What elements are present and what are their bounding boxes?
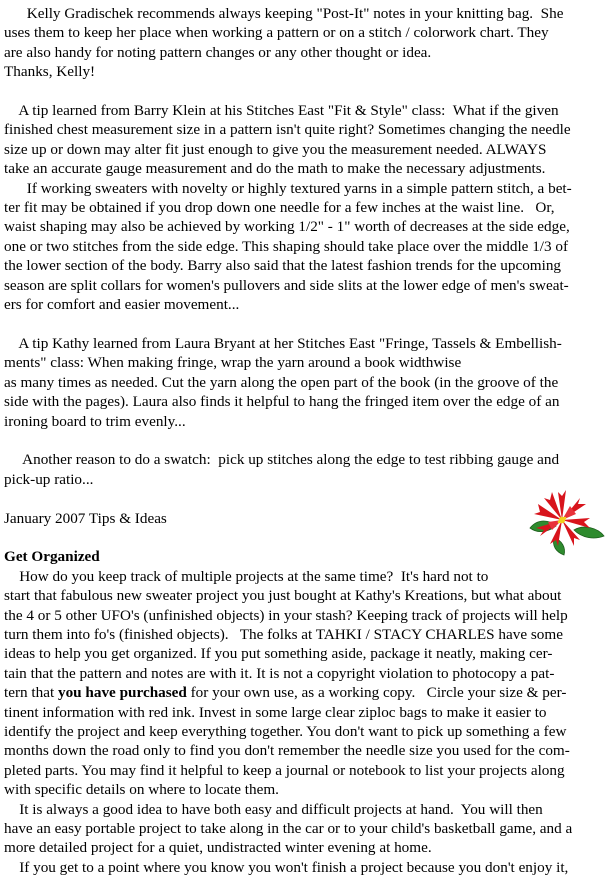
barry-tip-line: finished chest measurement size in a pattern isn't quite right? Sometimes changing the needle <box>4 121 571 139</box>
newsletter-page <box>4 4 606 877</box>
get-organized-line <box>4 683 606 702</box>
kelly-tip-line: uses them to keep her place when working a pattern or on a stitch / colorwork chart. They <box>4 24 549 42</box>
get-organized-line: months down the road only to find you don't remember the needle size you used for the com- <box>4 742 570 760</box>
barry-tip-line: waist shaping may also be achieved by working 1/2" - 1" worth of decreases at the side edge, <box>4 218 570 236</box>
barry-tip-line: A tip learned from Barry Klein at his Stitches East "Fit & Style" class: What if the given <box>4 102 559 120</box>
get-organized-section <box>4 547 606 877</box>
text-run: tern that <box>4 684 58 702</box>
kelly-tip-line: Kelly Gradischek recommends always keeping "Post-It" notes in your knitting bag. She <box>4 5 564 22</box>
barry-tip <box>4 101 606 314</box>
paragraph-gap <box>4 82 606 101</box>
get-organized-line: with specific details on where to locate them. <box>4 781 279 799</box>
barry-tip-line: one or two stitches from the side edge. This shaping should take place over the middle 1/3 of <box>4 237 569 255</box>
barry-tip-line: size up or down may alter fit just enough to give you the measurement needed. ALWAYS <box>4 140 547 158</box>
get-organized-line: pleted parts. You may find it helpful to keep a journal or notebook to list your projects along <box>4 761 565 779</box>
get-organized-line: tinent information with red ink. Invest in some large clear ziploc bags to make it easier to <box>4 703 547 721</box>
get-organized-line: turn them into fo's (finished objects). The folks at TAHKI / STACY CHARLES have some <box>4 625 563 643</box>
swatch-tip <box>4 450 606 489</box>
get-organized-line: It is always a good idea to have both easy and difficult projects at hand. You will then <box>4 800 543 818</box>
kathy-tip-line: as many times as needed. Cut the yarn along the open part of the book (in the groove of the <box>4 373 559 391</box>
paragraph-gap <box>4 431 606 450</box>
barry-tip-line: ter fit may be obtained if you drop down one needle for a few inches at the waist line. Or, <box>4 199 555 217</box>
poinsettia-petals <box>534 490 590 546</box>
get-organized-line: start that fabulous new sweater project you just bought at Kathy's Kreations, but what about <box>4 587 562 605</box>
kathy-tip-line: A tip Kathy learned from Laura Bryant at her Stitches East "Fringe, Tassels & Embellish- <box>4 334 562 352</box>
get-organized-line: How do you keep track of multiple projects at the same time? It's hard not to <box>4 567 489 585</box>
barry-tip-line: If working sweaters with novelty or highly textured yarns in a simple pattern stitch, a bet- <box>4 179 572 197</box>
kelly-tip-line: are also handy for noting pattern changes or any other thought or idea. <box>4 43 432 61</box>
barry-tip-line: ers for comfort and easier movement... <box>4 296 240 314</box>
january-heading-text: January 2007 Tips & Ideas <box>4 509 167 527</box>
paragraph-gap <box>4 489 606 508</box>
kathy-tip <box>4 334 606 431</box>
poinsettia-icon <box>524 488 606 556</box>
kelly-signoff: Thanks, Kelly! <box>4 63 96 81</box>
barry-tip-line: season are split collars for women's pullovers and side slits at the lower edge of men's sweat- <box>4 276 569 294</box>
barry-tip-line: the lower section of the body. Barry also said that the latest fashion trends for the upcoming <box>4 257 562 275</box>
kelly-tip <box>4 4 606 82</box>
kathy-tip-line: ironing board to trim evenly... <box>4 412 186 430</box>
swatch-tip-line: Another reason to do a swatch: pick up stitches along the edge to test ribbing gauge and <box>4 451 560 469</box>
emphasis-purchased: you have purchased <box>57 684 187 702</box>
get-organized-line: If you get to a point where you know you won't finish a project because you don't enjoy it, <box>4 858 569 876</box>
paragraph-gap <box>4 314 606 333</box>
kathy-tip-line: ments" class: When making fringe, wrap the yarn around a book widthwise <box>4 354 462 372</box>
get-organized-line: ideas to help you get organized. If you put something aside, package it neatly, making cer- <box>4 645 553 663</box>
text-run: for your own use, as a working copy. Circle your size & per- <box>186 684 567 702</box>
swatch-tip-line: pick-up ratio... <box>4 470 94 488</box>
kathy-tip-line: side with the pages). Laura also finds it helpful to hang the fringed item over the edge of an <box>4 393 560 411</box>
january-heading <box>4 509 606 528</box>
paragraph-gap <box>4 528 606 547</box>
get-organized-line: more detailed project for a quiet, undistracted winter evening at home. <box>4 839 432 857</box>
barry-tip-line: take an accurate gauge measurement and do the math to make the necessary adjustments. <box>4 160 546 178</box>
get-organized-line: identify the project and keep everything together. You don't want to pick up something a few <box>4 722 567 740</box>
get-organized-title: Get Organized <box>4 548 100 566</box>
get-organized-line: tain that the pattern and notes are with it. It is not a copyright violation to photocopy a pat- <box>4 664 555 682</box>
get-organized-line: the 4 or 5 other UFO's (unfinished objects) in your stash? Keeping track of projects will help <box>4 606 568 624</box>
get-organized-line: have an easy portable project to take along in the car or to your child's basketball game, and a <box>4 819 573 837</box>
